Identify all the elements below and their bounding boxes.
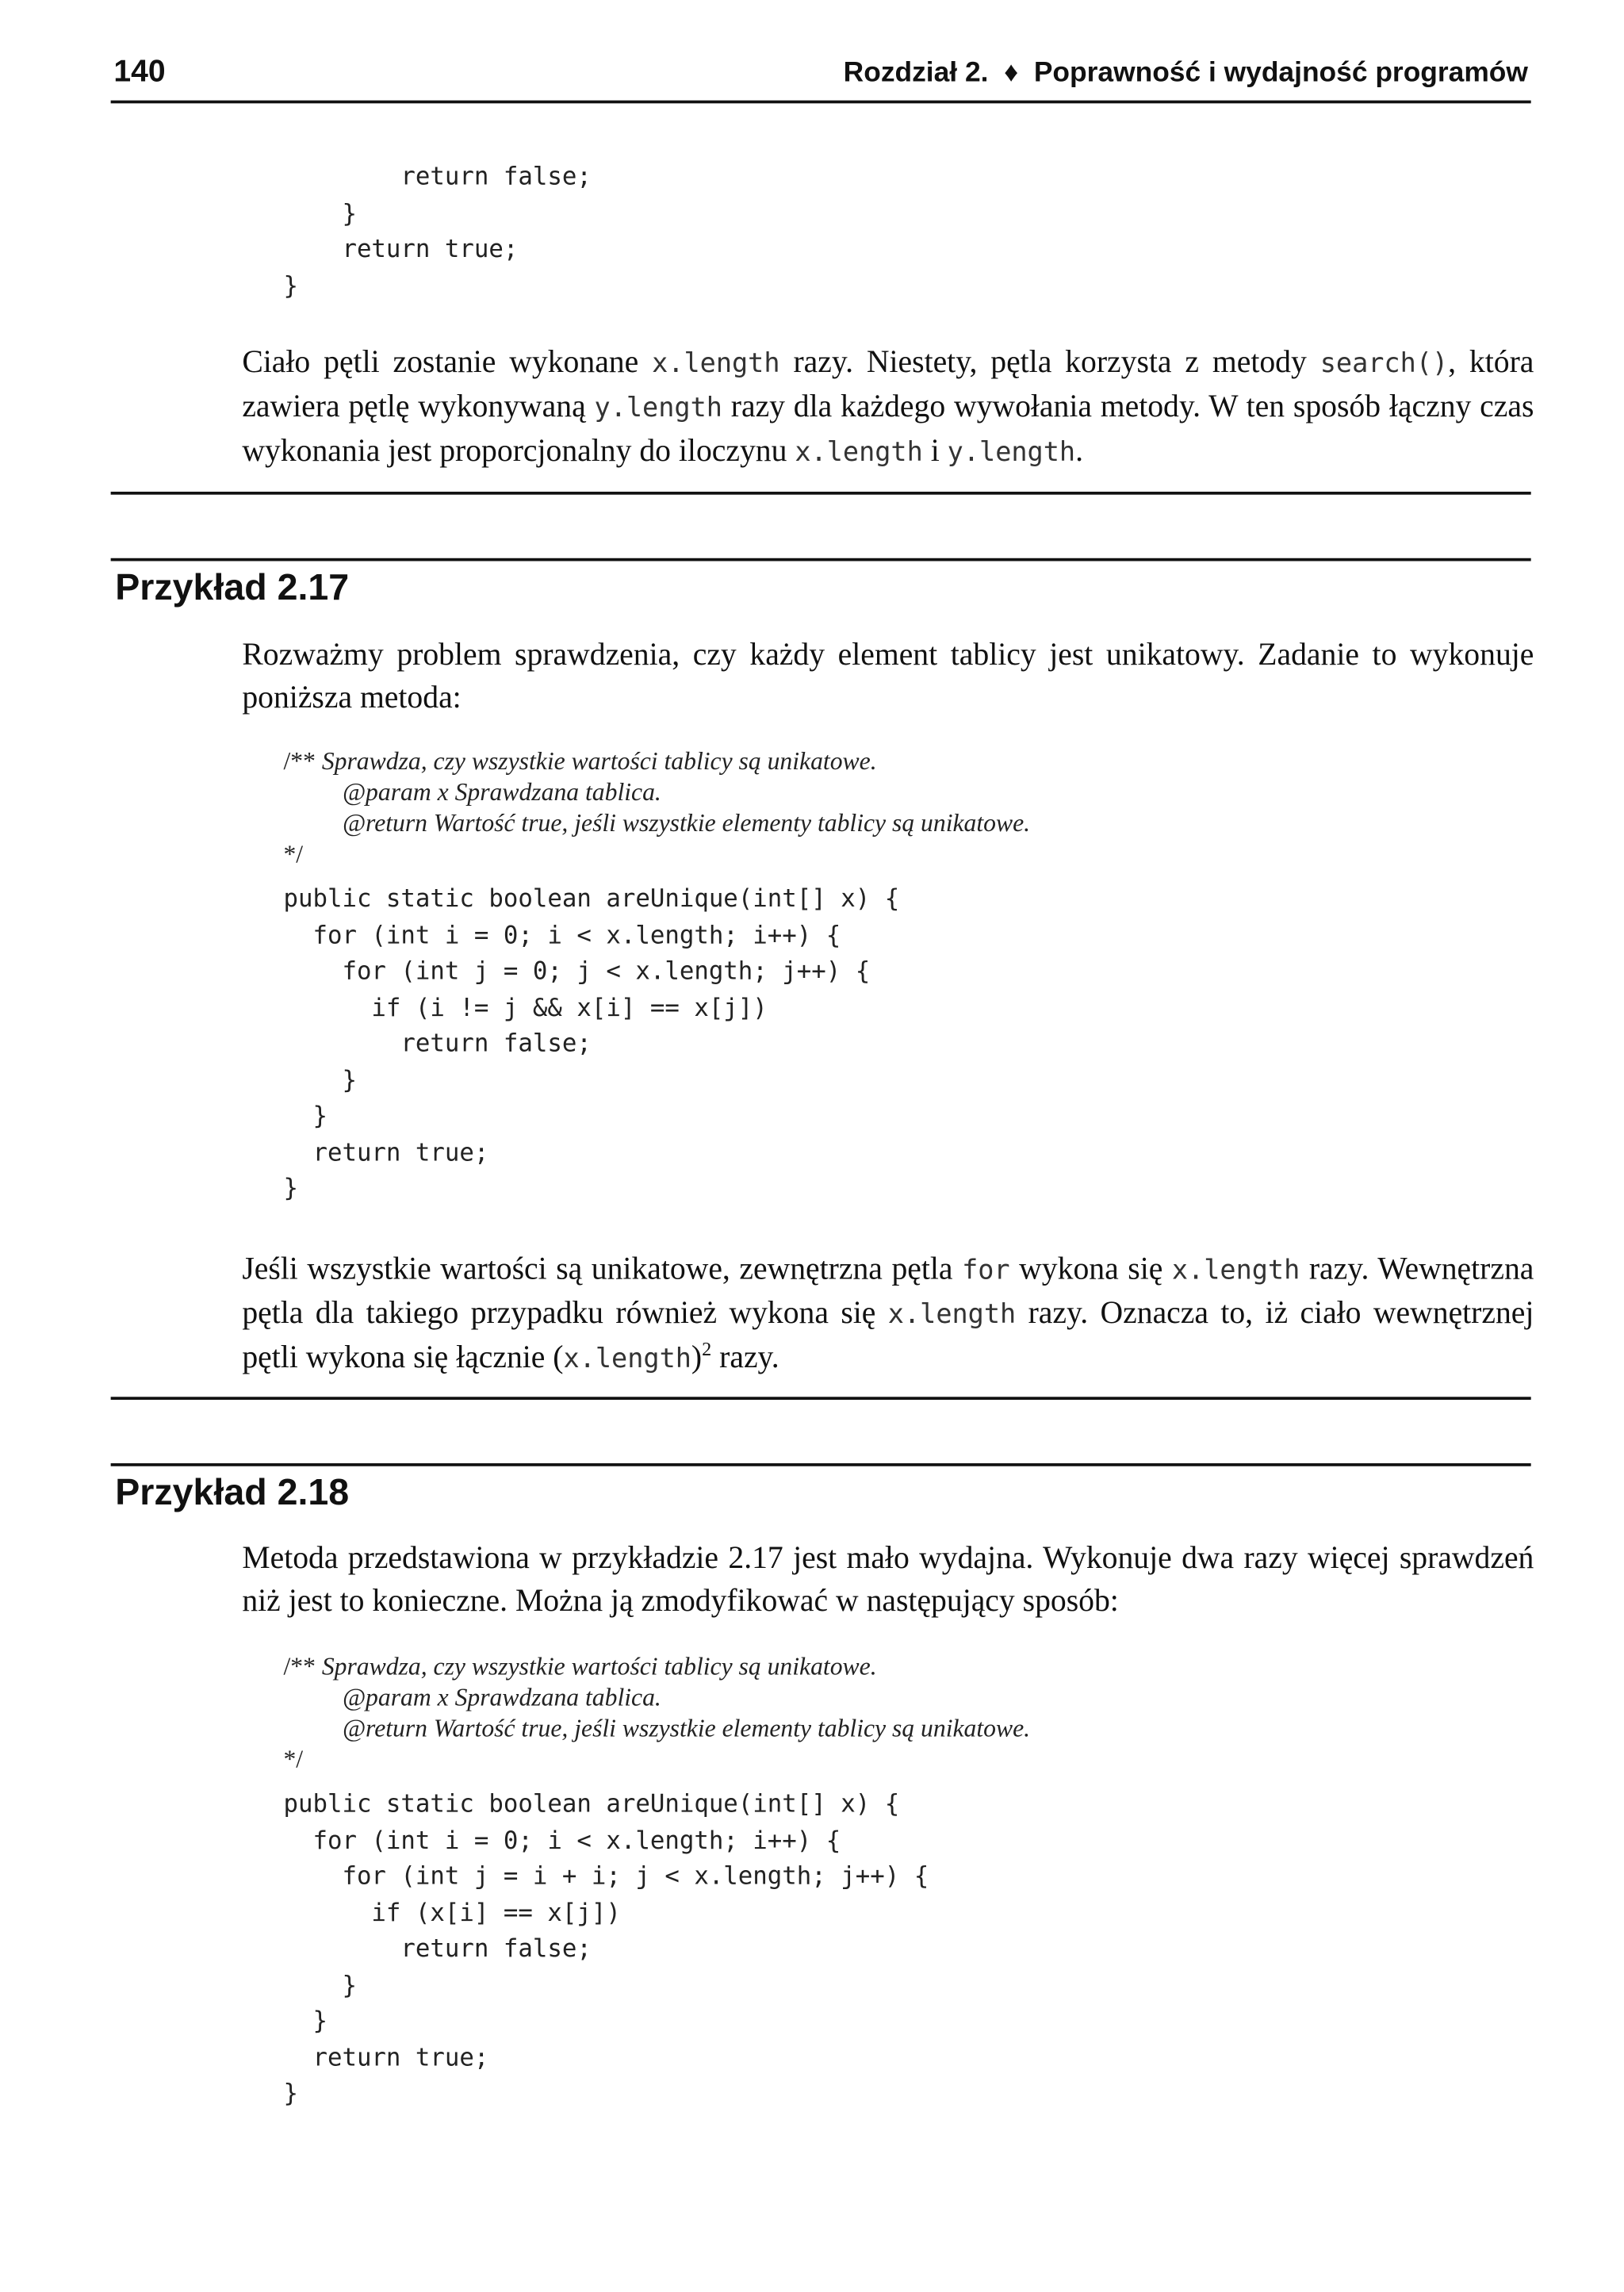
inline-code: for [962,1255,1010,1286]
javadoc-line [283,1713,1030,1744]
example-2-17-heading: Przykład 2.17 [115,566,350,609]
code-line: return true; [283,1137,489,1166]
example-end-rule [111,1397,1531,1400]
code-line: } [283,1101,327,1130]
code-line: if (x[i] == x[j]) [283,1898,621,1926]
text-run: i [922,432,948,469]
example-2-17-analysis [242,1248,1534,1381]
text-run: Jeśli wszystkie wartości są unikatowe, zewnętrzna pętla [242,1250,963,1286]
javadoc-param: @param x Sprawdzana tablica. [342,1683,661,1711]
code-line: return true; [283,2042,489,2072]
page-number: 140 [113,54,166,89]
text-run: . [1075,432,1084,469]
text-run: razy. Oznacza to, iż ciało wewnętrznej pętli wykona się łącznie ( [242,1294,1534,1375]
example-top-rule [111,1463,1531,1466]
text-run: , która zawiera pętlę wykonywaną [242,343,1534,424]
javadoc-return: @return Wartość true, jeśli wszystkie elementy tablicy są unikatowe. [342,809,1031,837]
code-line: for (int i = 0; i < x.length; i++) { [283,920,841,949]
text-run: ) [691,1339,703,1375]
inline-code: x.length [1171,1255,1300,1286]
code-line: return false; [283,1029,592,1058]
code-line: for (int j = 0; j < x.length; j++) { [283,956,871,985]
javadoc-close: */ [283,1745,304,1774]
inline-code: x.length [563,1343,691,1375]
code-line: public static boolean areUnique(int[] x) { [283,1789,900,1818]
paragraph-loop-cost [242,341,1534,474]
javadoc-close: */ [283,840,304,868]
code-line: } [283,1970,357,1999]
javadoc-line [283,807,1030,838]
text-run: razy. Niestety, pętla korzysta z metody [779,343,1320,380]
code-line: } [283,198,357,227]
javadoc-summary: Sprawdza, czy wszystkie wartości tablicy są unikatowe. [321,747,877,776]
page-header [113,53,1530,98]
text-run: razy. [711,1339,779,1375]
text-run: razy dla każdego wywołania metody. W ten sposób łączny czas wykonania jest proporcjonalny do iloczynu [242,388,1534,469]
inline-code: search() [1320,348,1449,380]
code-line: } [283,1174,298,1202]
example-top-rule [111,558,1531,562]
code-line: } [283,270,298,300]
code-line: return true; [283,235,519,263]
inline-code: x.length [887,1299,1017,1331]
inline-code: x.length [652,348,780,380]
inline-code: y.length [947,437,1076,469]
javadoc-line [283,745,1030,776]
text-run: razy. Wewnętrzna pętla dla takiego przypadku również wykona się [242,1250,1534,1331]
section-end-rule [111,492,1531,495]
code-line: } [283,2079,298,2107]
superscript: 2 [702,1337,712,1360]
code-listing-continued [283,159,591,304]
code-line: return false; [283,162,592,191]
code-line: } [283,1065,357,1094]
javadoc-comment [283,745,1030,869]
header-rule [111,101,1531,104]
code-line: return false; [283,1934,592,1963]
code-line: for (int j = i + i; j < x.length; j++) { [283,1861,929,1891]
javadoc-param: @param x Sprawdzana tablica. [342,778,661,807]
javadoc-open: /** [283,1652,322,1681]
running-title: Rozdział 2. ♦ Poprawność i wydajność programów [843,57,1528,89]
javadoc-summary: Sprawdza, czy wszystkie wartości tablicy są unikatowe. [321,1652,877,1681]
code-line: if (i != j && x[i] == x[j]) [283,993,768,1021]
javadoc-return: @return Wartość true, jeśli wszystkie elementy tablicy są unikatowe. [342,1714,1031,1742]
text-run: Ciało pętli zostanie wykonane [242,343,653,380]
code-line: public static boolean areUnique(int[] x) { [283,884,900,913]
inline-code: x.length [795,437,923,469]
code-line: } [283,2006,327,2035]
text-run: wykona się [1009,1250,1172,1286]
example-2-18-heading: Przykład 2.18 [115,1472,350,1514]
example-2-18-intro: Metoda przedstawiona w przykładzie 2.17 jest mało wydajna. Wykonuje dwa razy więcej sprawdzeń niż jest to konieczne. Można ją zmodyfikować w następujący sposób: [242,1539,1534,1619]
javadoc-line [283,1650,1030,1681]
inline-code: y.length [594,393,722,424]
code-listing-2-18 [283,1787,929,2113]
javadoc-line [283,776,1030,807]
javadoc-open: /** [283,747,322,776]
code-line: for (int i = 0; i < x.length; i++) { [283,1826,841,1854]
javadoc-line [283,1682,1030,1713]
example-2-17-intro: Rozważmy problem sprawdzenia, czy każdy element tablicy jest unikatowy. Zadanie to wykonuje poniższa metoda: [242,636,1534,715]
javadoc-comment [283,1650,1030,1774]
code-listing-2-17 [283,881,899,1207]
